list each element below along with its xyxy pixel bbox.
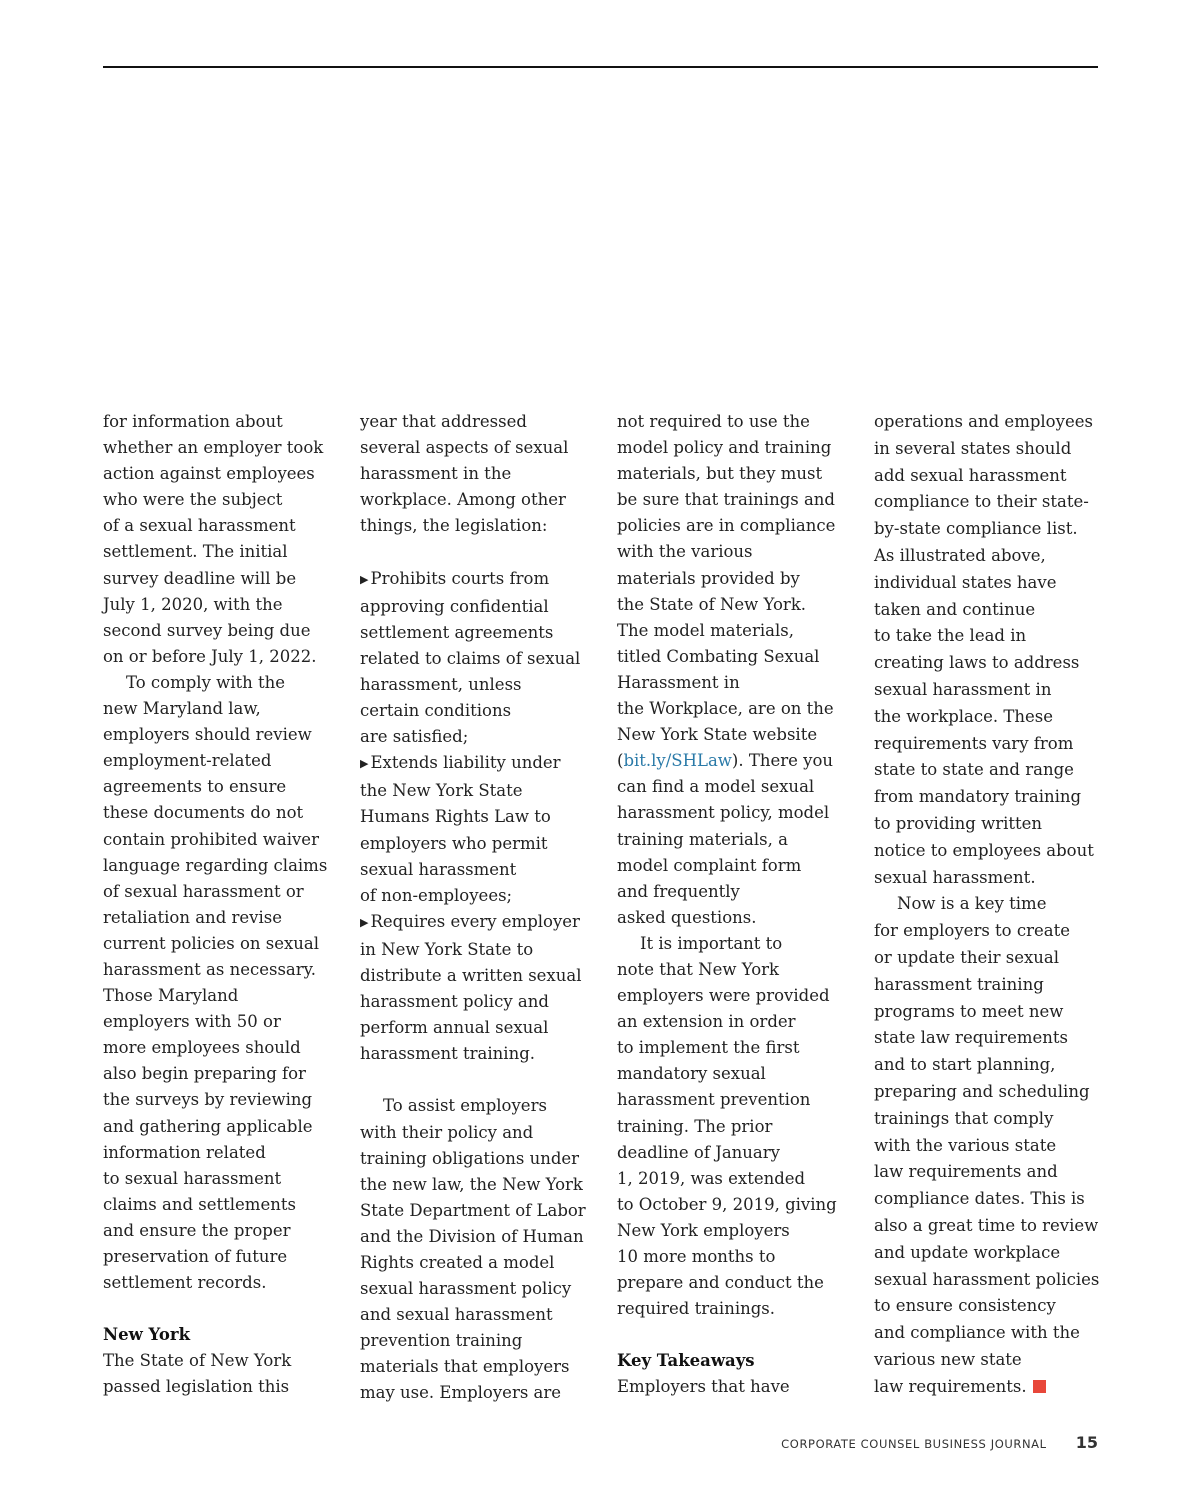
triangle-bullet-icon: ▶ (360, 572, 369, 586)
text-line: action against employees (103, 464, 315, 484)
text-line: prevention training (360, 1331, 523, 1351)
text-line: perform annual sexual (360, 1018, 549, 1038)
text-line: harassment policy and (360, 992, 549, 1012)
text-line: settlement agreements (360, 622, 554, 642)
text-line: contain prohibited waiver (103, 829, 319, 849)
text-line: from mandatory training (874, 787, 1082, 807)
text-line: language regarding claims (103, 855, 328, 875)
text-line: information related (103, 1142, 266, 1162)
text-line: Harassment in (617, 672, 740, 692)
text-line: current policies on sexual (103, 933, 320, 953)
text-line: trainings that comply (874, 1108, 1054, 1128)
column-1 (103, 409, 339, 1401)
text-line: on or before July 1, 2022. (103, 646, 317, 666)
text-line: the Workplace, are on the (617, 699, 834, 719)
top-rule (103, 66, 1098, 68)
text-line: who were the subject (103, 490, 283, 510)
text-line: mandatory sexual (617, 1064, 766, 1084)
text-line: the new law, the New York (360, 1174, 583, 1194)
text-line: materials provided by (617, 568, 800, 588)
text-line: asked questions. (617, 907, 757, 927)
text-line: things, the legislation: (360, 516, 548, 536)
text-line: note that New York (617, 959, 780, 979)
text-line: operations and employees (874, 412, 1093, 431)
text-line-final: law requirements. (874, 1374, 1110, 1401)
column-3 (617, 409, 853, 1401)
text-line: approving confidential (360, 596, 549, 616)
text-line: the New York State (360, 781, 523, 801)
text-line: add sexual harassment (874, 465, 1067, 485)
text-line: new Maryland law, (103, 699, 261, 719)
text-line: these documents do not (103, 803, 304, 823)
text-line: harassment as necessary. (103, 959, 317, 979)
text-line: It is important to (640, 933, 783, 953)
text-line: materials, but they must (617, 464, 823, 484)
column-2 (360, 409, 596, 1407)
text-line: State Department of Labor (360, 1200, 586, 1220)
text-line: Humans Rights Law to (360, 807, 551, 827)
text-line: harassment policy, model (617, 803, 830, 823)
text-line: agreements to ensure (103, 777, 287, 797)
text-line: New York State website (617, 725, 818, 745)
text-line: to implement the first (617, 1038, 800, 1058)
text-line: harassment training (874, 974, 1044, 994)
text-line: state to state and range (874, 760, 1074, 780)
text-line: to October 9, 2019, giving (617, 1194, 837, 1214)
text-line: passed legislation this (103, 1377, 290, 1397)
text-line: titled Combating Sexual (617, 646, 820, 666)
text-line: compliance to their state- (874, 492, 1089, 512)
text-line: also a great time to review (874, 1215, 1099, 1235)
text-line: sexual harassment in (874, 679, 1052, 699)
text-line: settlement records. (103, 1273, 267, 1293)
text-line: materials that employers (360, 1357, 570, 1377)
text-line: not required to use the (617, 412, 810, 431)
text-line: with the various (617, 542, 753, 562)
text-line: employment-related (103, 751, 272, 771)
text-line: employers who permit (360, 833, 548, 853)
text-line: or update their sexual (874, 947, 1060, 967)
text-line: preservation of future (103, 1247, 288, 1266)
text-line: to ensure consistency (874, 1296, 1056, 1316)
text-line: sexual harassment. (874, 867, 1036, 887)
text-line: harassment training. (360, 1044, 536, 1064)
text-line: Now is a key time (897, 894, 1047, 914)
text-line: compliance dates. This is (874, 1189, 1085, 1209)
text-line: more employees should (103, 1038, 301, 1058)
text-line: also begin preparing for (103, 1064, 306, 1084)
text-line-with-link: (bit.ly/SHLaw). There you (617, 751, 834, 771)
text-line: creating laws to address (874, 653, 1080, 673)
section-heading-key-takeaways: Key Takeaways (617, 1351, 755, 1371)
text-line: required trainings. (617, 1299, 776, 1319)
text-line: policies are in compliance (617, 516, 836, 536)
text-line: be sure that trainings and (617, 490, 835, 510)
text-line: Rights created a model (360, 1253, 555, 1272)
text-line: of non-employees; (360, 885, 513, 905)
text-line: As illustrated above, (874, 545, 1046, 565)
text-line: notice to employees about (874, 840, 1094, 860)
text-line: in several states should (874, 438, 1072, 458)
text-line: and sexual harassment (360, 1305, 553, 1325)
text-line: can find a model sexual (617, 777, 815, 797)
text-line: The State of New York (103, 1351, 292, 1371)
text-line: sexual harassment (360, 859, 517, 879)
text-line: and to start planning, (874, 1055, 1056, 1075)
text-line: training materials, a (617, 829, 788, 849)
text-line: the surveys by reviewing (103, 1090, 313, 1110)
page-footer (781, 1433, 1098, 1452)
text-line: harassment prevention (617, 1090, 811, 1110)
text-line: prepare and conduct the (617, 1273, 824, 1293)
text-line: to take the lead in (874, 626, 1027, 646)
text-line: claims and settlements (103, 1194, 296, 1214)
text-line: related to claims of sexual (360, 648, 581, 668)
bullet-line: ▶ Requires every employer (360, 911, 580, 931)
text-line: training obligations under (360, 1148, 580, 1168)
text-line: harassment, unless (360, 674, 522, 694)
text-line: of a sexual harassment (103, 516, 296, 536)
text-line: several aspects of sexual (360, 438, 569, 458)
text-line: with the various state (874, 1135, 1057, 1155)
text-line: and frequently (617, 881, 740, 901)
text-line: deadline of January (617, 1142, 780, 1162)
text-line: of sexual harassment or (103, 881, 304, 901)
text-line: New York employers (617, 1220, 790, 1240)
text-line: an extension in order (617, 1012, 796, 1032)
text-line: with their policy and (360, 1122, 534, 1142)
text-line: retaliation and revise (103, 907, 282, 927)
text-line: sexual harassment policies (874, 1269, 1100, 1289)
text-line: requirements vary from (874, 733, 1074, 753)
bullet-line: ▶ Extends liability under (360, 753, 561, 773)
section-heading-new-york: New York (103, 1325, 191, 1345)
text-line: the workplace. These (874, 706, 1054, 726)
text-line: July 1, 2020, with the (103, 594, 283, 614)
text-line: and gathering applicable (103, 1116, 313, 1136)
text-line: to providing written (874, 813, 1043, 833)
text-line: Those Maryland (103, 986, 239, 1006)
bullet-line: ▶ Prohibits courts from (360, 568, 550, 588)
text-line: various new state (874, 1349, 1022, 1369)
text-line: law requirements and (874, 1162, 1058, 1182)
text-line: settlement. The initial (103, 542, 288, 562)
text-line: preparing and scheduling (874, 1081, 1090, 1101)
triangle-bullet-icon: ▶ (360, 915, 369, 929)
text-line: are satisfied; (360, 727, 469, 747)
text-line: To comply with the (126, 672, 286, 692)
text-line: distribute a written sexual (360, 965, 582, 985)
text-line: survey deadline will be (103, 568, 297, 588)
text-line: employers were provided (617, 986, 830, 1006)
text-line: to sexual harassment (103, 1168, 282, 1188)
text-line: and ensure the proper (103, 1220, 291, 1240)
text-line: model complaint form (617, 855, 802, 875)
text-line: The model materials, (617, 620, 794, 640)
text-line: sexual harassment policy (360, 1279, 572, 1299)
text-line: model policy and training (617, 438, 832, 458)
text-line: and update workplace (874, 1242, 1061, 1262)
text-line: in New York State to (360, 939, 534, 959)
text-line: for information about (103, 412, 283, 431)
column-4 (874, 409, 1110, 1400)
text-line: by-state compliance list. (874, 519, 1078, 539)
text-line: year that addressed (360, 412, 527, 431)
text-line: employers should review (103, 725, 312, 745)
website-link[interactable]: bit.ly/SHLaw (623, 751, 732, 771)
text-line: state law requirements (874, 1028, 1068, 1048)
journal-name: CORPORATE COUNSEL BUSINESS JOURNAL (781, 1437, 1047, 1451)
text-line: individual states have (874, 572, 1057, 592)
text-line: employers with 50 or (103, 1012, 281, 1032)
text-line: and compliance with the (874, 1323, 1080, 1343)
text-line: whether an employer took (103, 438, 324, 458)
text-line: second survey being due (103, 620, 311, 640)
text-line: the State of New York. (617, 594, 807, 614)
text-line: certain conditions (360, 701, 512, 721)
text-line: programs to meet new (874, 1001, 1064, 1021)
page-number: 15 (1075, 1433, 1098, 1452)
text-line: Employers that have (617, 1377, 790, 1397)
end-of-article-square-icon (1033, 1380, 1046, 1393)
text-line: 10 more months to (617, 1247, 776, 1266)
text-line: workplace. Among other (360, 490, 566, 510)
text-line: 1, 2019, was extended (617, 1168, 806, 1188)
text-line: may use. Employers are (360, 1383, 562, 1403)
text-line: taken and continue (874, 599, 1036, 619)
text-line: and the Division of Human (360, 1226, 584, 1246)
text-line: training. The prior (617, 1116, 773, 1136)
triangle-bullet-icon: ▶ (360, 757, 369, 771)
text-line: harassment in the (360, 464, 512, 484)
text-line: for employers to create (874, 921, 1070, 941)
text-line: To assist employers (383, 1096, 547, 1116)
